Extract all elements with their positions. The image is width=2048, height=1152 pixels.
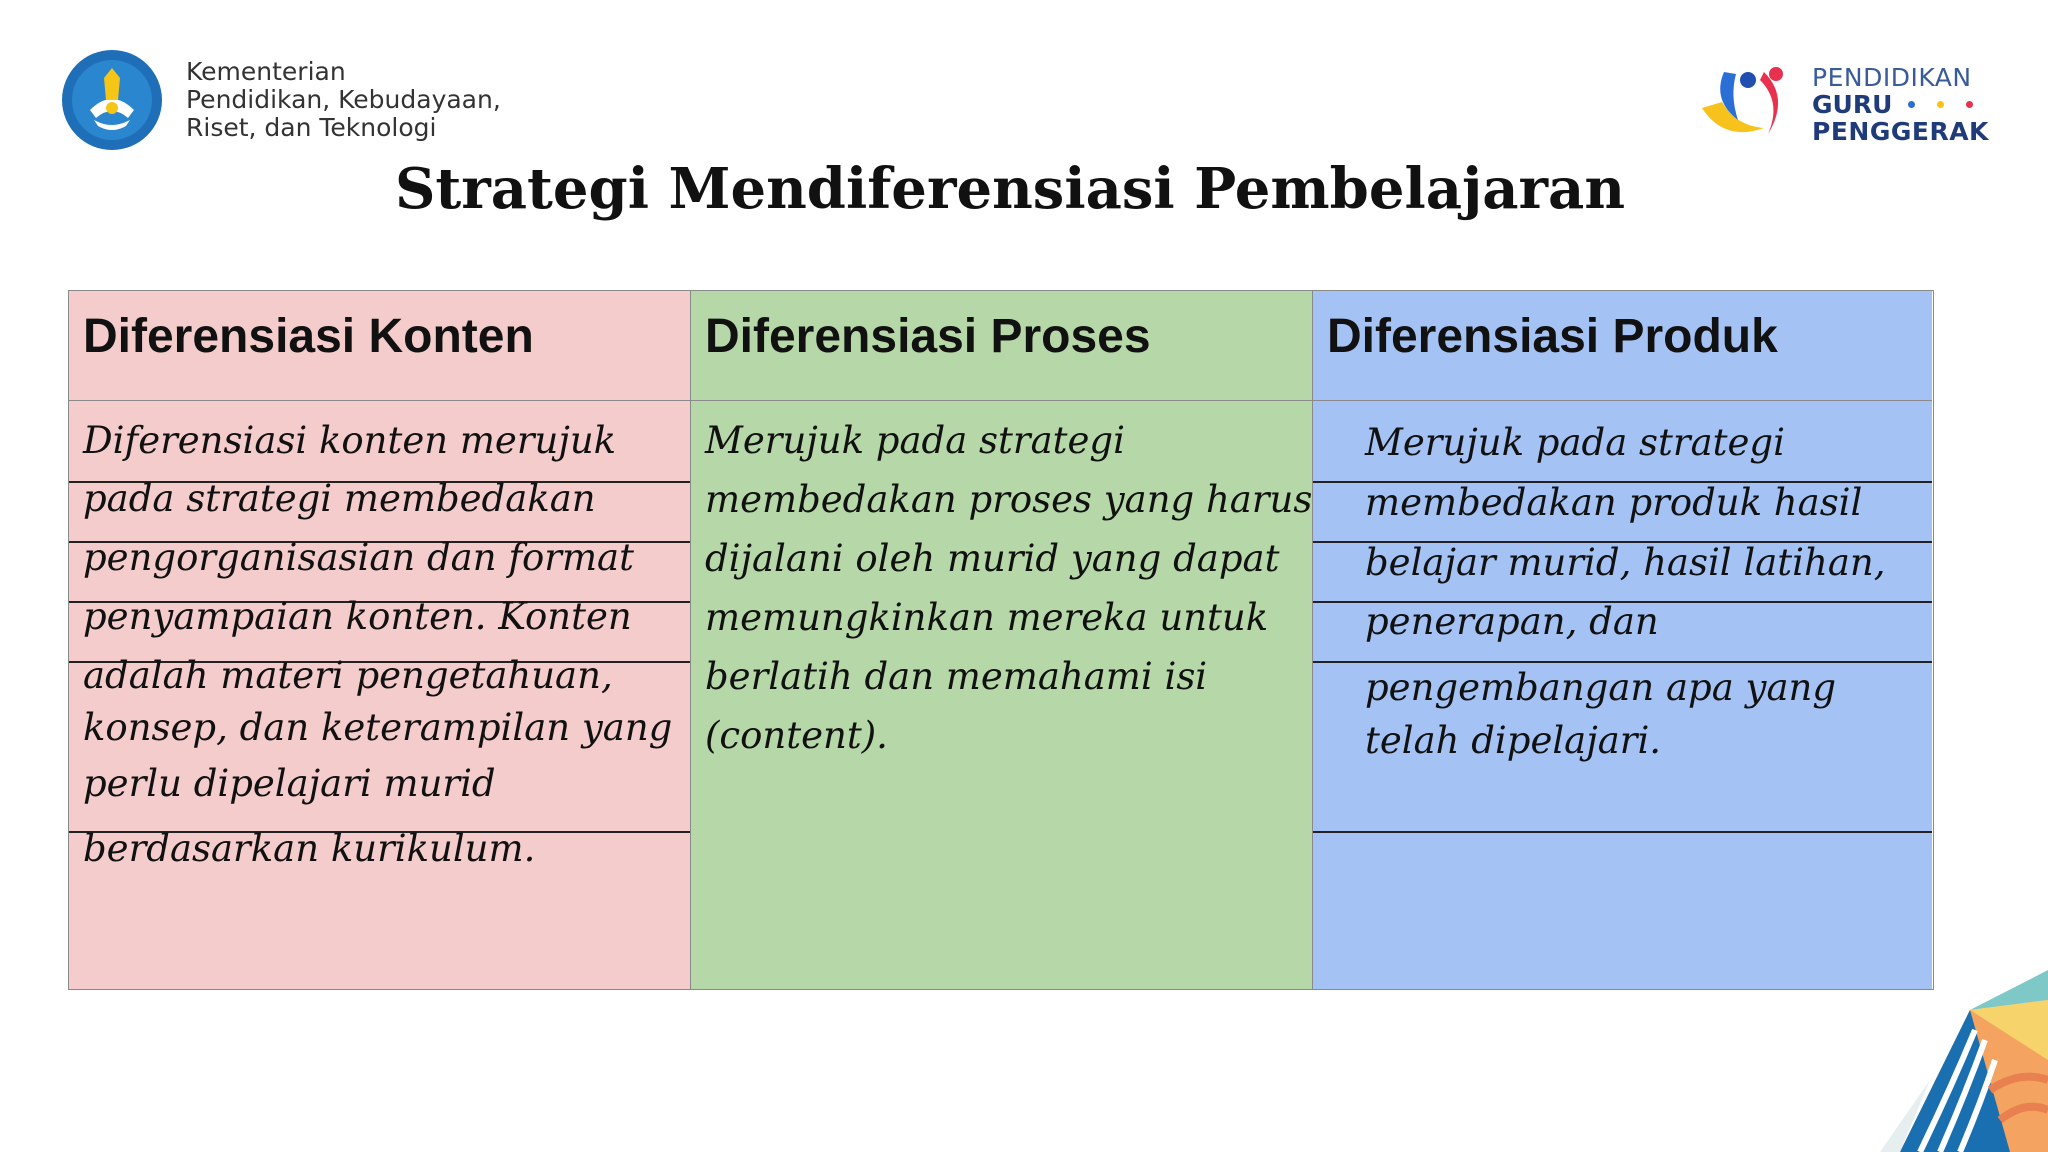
konten-line-2: pada strategi membedakan — [83, 477, 596, 520]
ministry-line-2: Pendidikan, Kebudayaan, — [186, 85, 501, 114]
header-konten: Diferensiasi Konten — [69, 291, 690, 401]
konten-line-5: adalah materi pengetahuan, — [83, 654, 613, 697]
ministry-name — [186, 58, 501, 142]
column-produk — [1313, 291, 1932, 989]
konten-line-1: Diferensiasi konten merujuk — [83, 419, 617, 462]
produk-line-3: belajar murid, hasil latihan, — [1365, 541, 1886, 584]
proses-line-2: membedakan proses yang harus — [705, 478, 1313, 521]
proses-line-1: Merujuk pada strategi — [705, 419, 1125, 462]
konten-line-7: perlu dipelajari murid — [83, 762, 496, 805]
column-konten — [69, 291, 691, 989]
konten-line-4: penyampaian konten. Konten — [83, 595, 632, 638]
proses-line-4: memungkinkan mereka untuk — [705, 596, 1269, 639]
program-name — [1812, 64, 1989, 145]
program-line-2-text: GURU — [1812, 89, 1893, 119]
ministry-line-3: Riset, dan Teknologi — [186, 113, 437, 142]
red-dot-icon — [1966, 101, 1973, 108]
guru-penggerak-logo — [1694, 58, 1804, 150]
column-proses — [691, 291, 1313, 989]
program-dots — [1908, 101, 1973, 108]
ministry-branding — [60, 48, 501, 152]
konten-line-3: pengorganisasian dan format — [83, 536, 634, 579]
program-line-2 — [1812, 91, 1989, 118]
row-divider — [1313, 831, 1932, 833]
produk-line-5: pengembangan apa yang — [1365, 666, 1837, 709]
differentiation-table — [68, 290, 1934, 990]
decorative-corner-pattern — [1780, 970, 2048, 1152]
proses-line-6: (content). — [705, 714, 888, 757]
konten-line-6: konsep, dan keterampilan yang — [83, 706, 673, 749]
ministry-line-1: Kementerian — [186, 57, 346, 86]
proses-line-5: berlatih dan memahami isi — [705, 655, 1208, 698]
page-title: Strategi Mendiferensiasi Pembelajaran — [394, 156, 1626, 222]
proses-line-3: dijalani oleh murid yang dapat — [705, 537, 1280, 580]
konten-line-8: berdasarkan kurikulum. — [83, 827, 536, 870]
yellow-dot-icon — [1937, 101, 1944, 108]
program-line-3: PENGGERAK — [1812, 116, 1989, 146]
produk-line-2: membedakan produk hasil — [1365, 481, 1863, 524]
header-proses: Diferensiasi Proses — [691, 291, 1312, 401]
program-branding — [1694, 58, 1989, 150]
blue-dot-icon — [1908, 101, 1915, 108]
row-divider — [1313, 661, 1932, 663]
header-produk: Diferensiasi Produk — [1313, 291, 1932, 401]
produk-line-6: telah dipelajari. — [1365, 719, 1662, 762]
produk-line-4: penerapan, dan — [1365, 600, 1659, 643]
program-line-1: PENDIDIKAN — [1812, 62, 1972, 92]
produk-line-1: Merujuk pada strategi — [1365, 421, 1785, 464]
tut-wuri-handayani-logo — [60, 48, 164, 152]
